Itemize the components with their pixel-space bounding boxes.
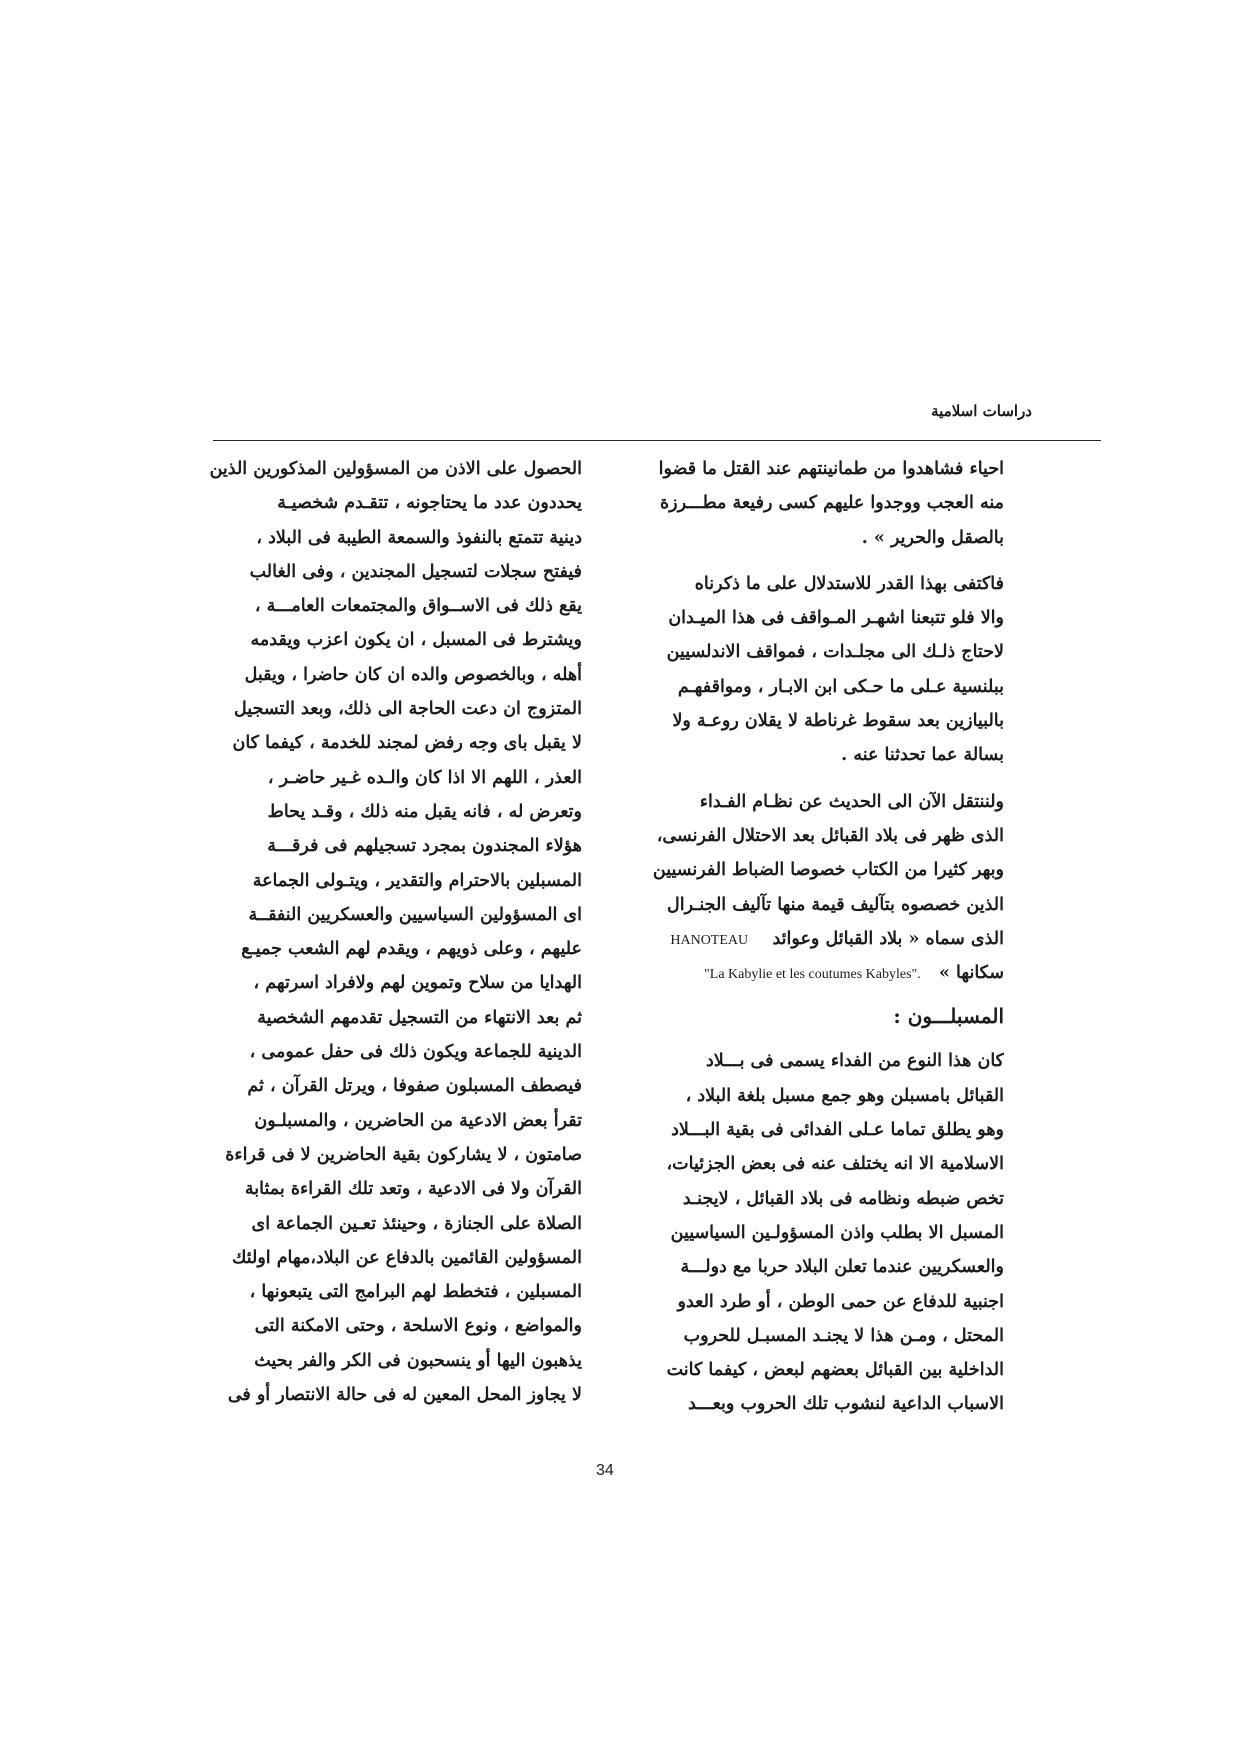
text-line [604, 956, 1004, 990]
text-line: فيصطف المسبلون صفوفا ، ويرتل القرآن ، ثم [247, 1076, 582, 1097]
right-column [604, 452, 1004, 1422]
text-line: هؤلاء المجندون بمجرد تسجيلهم فى فرقـــة [267, 836, 582, 857]
text-line: احياء فشاهدوا من طمانينتهم عند القتل ما قضوا [658, 459, 1004, 479]
text-line: وهو يطلق تماما عـلى الفدائى فى بقية البـــلاد [671, 1120, 1004, 1141]
text-line: الذين خصصوه بتآليف قيمة منها تآليف الجنـرال [667, 894, 1004, 915]
text-line: القرآن ولا فى الادعية ، وتعد تلك القراءة بمثابة [244, 1179, 582, 1200]
text-line: الهدايا من سلاح وتموين لهم ولافراد اسرتهم ، [253, 973, 582, 994]
paragraph [604, 567, 1004, 773]
text-line: والعسكريين عندما تعلن البلاد حربا مع دولـــة [680, 1257, 1004, 1278]
text-line: الصلاة على الجنازة ، وحينئذ تعـين الجماعة اى [251, 1213, 582, 1234]
text-line: والمواضع ، ونوع الاسلحة ، وحتى الامكنة التى [254, 1316, 582, 1337]
text-line: فاكتفى بهذا القدر للاستدلال على ما ذكرناه [694, 573, 1004, 594]
header-rule [213, 440, 1101, 441]
text-line: منه العجب ووجدوا عليهم كسى رفيعة مطـــرزة [660, 493, 1004, 514]
text-line: المسبل الا بطلب واذن المسؤولـين السياسيين [670, 1222, 1004, 1243]
text-line: ويشترط فى المسبل ، ان يكون اعزب ويقدمه [250, 630, 582, 651]
latin-text: HANOTEAU [670, 932, 749, 948]
text-line: دينية تتمتع بالنفوذ والسمعة الطيبة فى البلاد ، [256, 527, 582, 548]
text-line: تخص ضبطه ونظامه فى بلاد القبائل ، لايجنـد [682, 1188, 1004, 1209]
text-line: الاسلامية الا انه يختلف عنه فى بعض الجزئيات، [666, 1154, 1004, 1175]
text-line: بالبيازين بعد سقوط غرناطة لا يقلان روعـة ولا [672, 711, 1004, 732]
text-line: ولننتقل الآن الى الحديث عن نظـام الفـداء [699, 791, 1004, 812]
text-line: بالصقل والحرير » . [861, 527, 1004, 548]
text-line: عليهم ، وعلى ذويهم ، ويقدم لهم الشعب جميـع [241, 939, 582, 960]
text-line: الاسباب الداعية لنشوب تلك الحروب وبعـــد [688, 1394, 1004, 1415]
text-line: اى المسؤولين السياسيين والعسكريين النفقــة [248, 904, 582, 925]
text-line: وتعرض له ، فانه يقبل منه ذلك ، وقـد يحاط [267, 801, 582, 822]
text-line: تقرأ بعض الادعية من الحاضرين ، والمسبلـون [254, 1110, 582, 1131]
paragraph [604, 1044, 1004, 1421]
text-line: يقع ذلك فى الاســواق والمجتمعات العامـــة ، [254, 596, 582, 617]
text-line: وبهر كثيرا من الكتاب خصوصا الضباط الفرنسيين [652, 860, 1004, 881]
text-line: فيفتح سجلات لتسجيل المجندين ، وفى الغالب [249, 561, 582, 582]
page-number: 34 [596, 1462, 614, 1479]
latin-text: "La Kabylie et les coutumes Kabyles". [704, 967, 921, 983]
text-line: المسؤولين القائمين بالدفاع عن البلاد،مهام اولئك [231, 1247, 582, 1268]
text-line: الحصول على الاذن من المسؤولين المذكورين الذين [209, 459, 582, 479]
text-line: اجنبية للدفاع عن حمى الوطن ، أو طرد العدو [677, 1291, 1004, 1312]
text-fragment: الذى سماه « بلاد القبائل وعوائد [772, 928, 1004, 949]
text-line: أهله ، وبالخصوص والده ان كان حاضرا ، ويقبل [244, 664, 582, 685]
text-fragment: سكانها » [939, 963, 1004, 984]
text-line: والا فلو تتبعنا اشهـر المـواقف فى هذا الميـدان [668, 608, 1004, 629]
text-line: الداخلية بين القبائل بعضهم لبعض ، كيفما كانت [666, 1360, 1004, 1381]
text-line: الدينية للجماعة ويكون ذلك فى حفل عمومى ، [249, 1042, 582, 1063]
text-line: المحتل ، ومـن هذا لا يجنـد المسبـل للحروب [683, 1325, 1004, 1346]
text-line: صامتون ، لا يشاركون بقية الحاضرين لا فى قراءة [225, 1144, 582, 1165]
section-heading: المسبلـــون : [893, 1004, 1004, 1029]
left-column [182, 452, 582, 1412]
text-line: المسبلين بالاحترام والتقدير ، ويتـولى الجماعة [252, 870, 582, 891]
paragraph [604, 452, 1004, 555]
text-line: لاحتاج ذلـك الى مجلـدات ، فمواقف الاندلسيين [666, 642, 1004, 663]
text-line: المتزوج ان دعت الحاجة الى ذلك، وبعد التسجيل [234, 699, 582, 720]
text-line: يحددون عدد ما يحتاجونه ، تتقـدم شخصيـة [277, 493, 582, 514]
text-line: ثم بعد الانتهاء من التسجيل تقدمهم الشخصية [257, 1007, 582, 1028]
text-line [604, 922, 1004, 956]
text-line: المسبلين ، فتخطط لهم البرامج التى يتبعونها ، [249, 1282, 582, 1303]
text-line: لا يجاوز المحل المعين له فى حالة الانتصار أو فى [227, 1385, 582, 1406]
text-line: بسالة عما تحدثنا عنه . [841, 745, 1004, 766]
text-line: لا يقبل باى وجه رفض لمجند للخدمة ، كيفما كان [232, 733, 582, 754]
text-line: العذر ، اللهم الا اذا كان والـده غـير حاضـر ، [267, 767, 582, 788]
text-line: كان هذا النوع من الفداء يسمى فى بـــلاد [705, 1051, 1004, 1072]
text-line: القبائل بامسبلن وهو جمع مسبل بلغة البلاد ، [685, 1085, 1004, 1106]
running-head: دراسات اسلامية [931, 402, 1032, 420]
text-line: يذهبون اليها أو ينسحبون فى الكر والفر بحيث [254, 1350, 582, 1371]
paragraph [604, 785, 1004, 991]
text-line: الذى ظهر فى بلاد القبائل بعد الاحتلال الفرنسى، [656, 825, 1004, 846]
text-line: ببلنسية عـلى ما حـكى ابن الابـار ، ومواقفهـم [677, 676, 1004, 697]
